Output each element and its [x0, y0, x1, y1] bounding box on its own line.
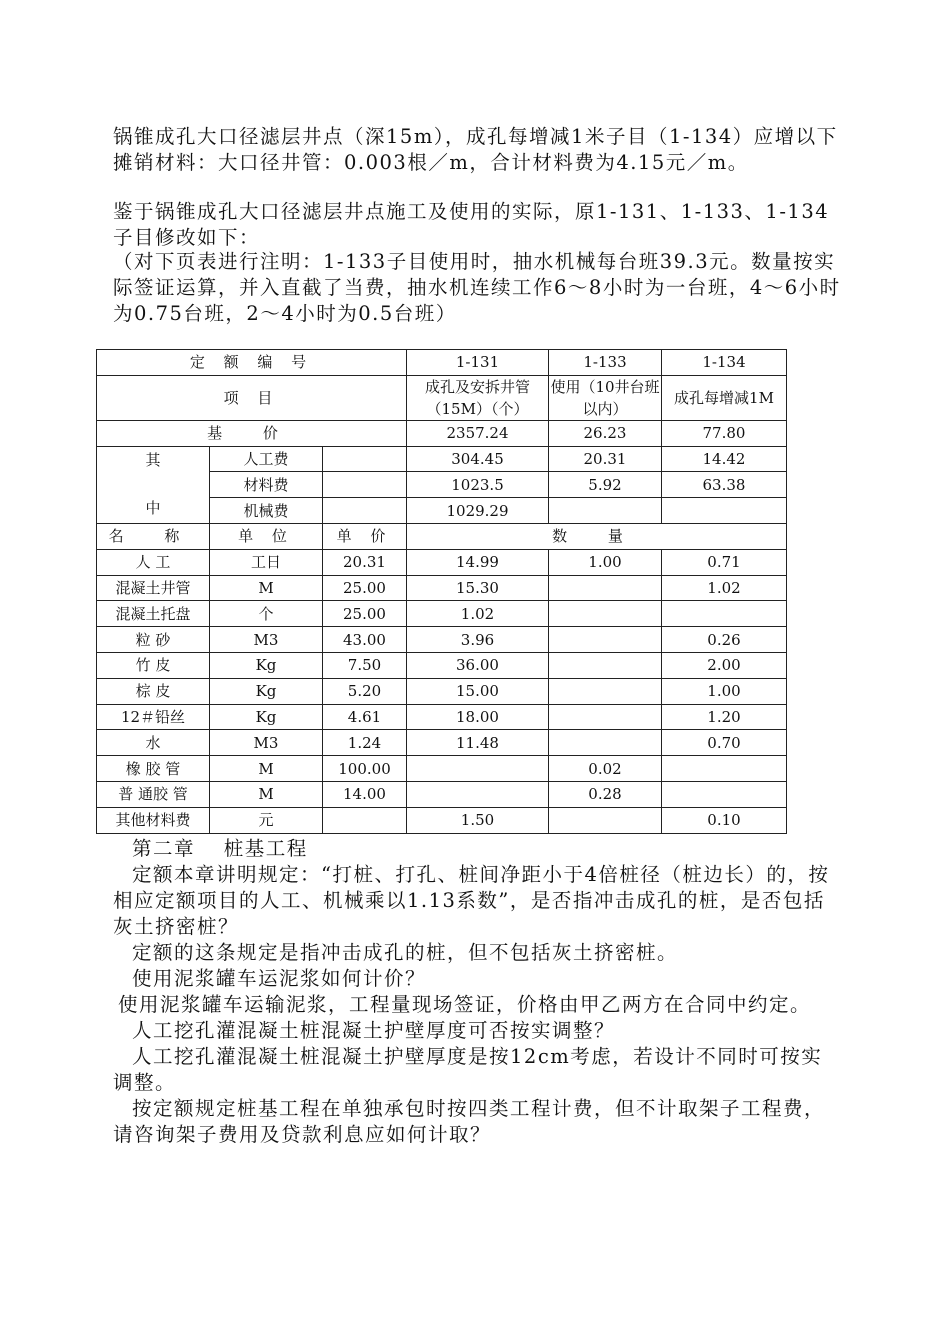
item-name-cell: 使用（10井台班以内） [549, 375, 662, 420]
paragraph: 定额本章讲明规定：“打桩、打孔、桩间净距小于4倍桩径（桩边长）的，按相应定额项目的人工、机械乘以1.13系数”，是否指冲击成孔的桩，是否包括灰土挤密桩？ [113, 863, 830, 938]
item-name-cell: 成孔及安拆井管（15M）（个） [407, 375, 549, 420]
header-price: 单 价 [323, 523, 407, 549]
cost-value: 5.92 [549, 472, 662, 498]
material-qty [407, 756, 549, 782]
cost-value [662, 498, 787, 524]
material-price: 43.00 [323, 627, 407, 653]
table-row [97, 420, 787, 446]
material-qty: 1.20 [662, 704, 787, 730]
material-qty: 0.26 [662, 627, 787, 653]
material-qty: 1.02 [407, 601, 549, 627]
among-top: 其 [145, 450, 161, 469]
material-qty: 14.99 [407, 549, 549, 575]
paragraph: 使用泥浆罐车运输泥浆，工程量现场签证，价格由甲乙两方在合同中约定。 [118, 993, 812, 1016]
material-name: 12＃铅丝 [97, 704, 210, 730]
material-unit: 个 [210, 601, 323, 627]
material-qty [662, 781, 787, 807]
table-row [97, 652, 787, 678]
material-name: 普 通胶 管 [97, 781, 210, 807]
table-row [97, 627, 787, 653]
material-unit: 工日 [210, 549, 323, 575]
cost-value: 1023.5 [407, 472, 549, 498]
base-price-cell: 26.23 [549, 420, 662, 446]
table-row [97, 781, 787, 807]
material-price: 7.50 [323, 652, 407, 678]
material-qty [407, 781, 549, 807]
material-qty: 18.00 [407, 704, 549, 730]
table-row [97, 756, 787, 782]
chapter-two-section [113, 836, 841, 1148]
material-unit: M3 [210, 730, 323, 756]
header-quantity: 数 量 [407, 523, 787, 549]
material-price: 1.24 [323, 730, 407, 756]
material-qty: 0.71 [662, 549, 787, 575]
table-row [97, 678, 787, 704]
cost-name: 材料费 [210, 472, 323, 498]
material-rows [97, 549, 787, 833]
material-qty: 15.00 [407, 678, 549, 704]
among-bottom: 中 [145, 498, 161, 517]
empty-cell [323, 446, 407, 472]
header-name: 名 称 [97, 523, 210, 549]
material-qty [549, 627, 662, 653]
material-qty [662, 756, 787, 782]
material-qty: 0.70 [662, 730, 787, 756]
code-cell: 1-131 [407, 350, 549, 376]
material-name: 水 [97, 730, 210, 756]
paragraph: 人工挖孔灌混凝土桩混凝土护壁厚度是按12cm考虑，若设计不同时可按实调整。 [113, 1045, 823, 1094]
item-label: 项 目 [97, 375, 407, 420]
material-qty [549, 575, 662, 601]
material-price: 25.00 [323, 601, 407, 627]
material-price: 25.00 [323, 575, 407, 601]
material-name: 竹 皮 [97, 652, 210, 678]
material-qty [549, 730, 662, 756]
intro-paragraph-3: （对下页表进行注明：1-133子目使用时，抽水机械每台班39.3元。数量按实际签证运算，并入直截了当费，抽水机连续工作6～8小时为一台班，4～6小时为0.75台班，2～4小时为0.5台班） [113, 250, 841, 325]
material-qty: 0.10 [662, 807, 787, 833]
cost-value: 63.38 [662, 472, 787, 498]
material-qty: 11.48 [407, 730, 549, 756]
base-price-label: 基 价 [97, 420, 407, 446]
spacer [97, 471, 209, 497]
code-cell: 1-134 [662, 350, 787, 376]
item-name-cell: 成孔每增减1M [662, 375, 787, 420]
material-price: 20.31 [323, 549, 407, 575]
material-qty: 1.00 [662, 678, 787, 704]
material-qty: 36.00 [407, 652, 549, 678]
intro-paragraph-1: 锅锥成孔大口径滤层井点（深15m），成孔每增减1米子目（1-134）应增以下摊销材料：大口径井管：0.003根／m，合计材料费为4.15元／m。 [113, 125, 838, 174]
paragraph: 使用泥浆罐车运泥浆如何计价？ [132, 967, 427, 990]
quota-table [96, 349, 787, 834]
material-qty: 1.50 [407, 807, 549, 833]
material-name: 人 工 [97, 549, 210, 575]
material-qty: 1.00 [549, 549, 662, 575]
cost-value: 304.45 [407, 446, 549, 472]
table-row [97, 601, 787, 627]
material-unit: Kg [210, 678, 323, 704]
material-name: 混凝土托盘 [97, 601, 210, 627]
material-qty [549, 807, 662, 833]
table-row [97, 549, 787, 575]
intro-paragraph-2: 鉴于锅锥成孔大口径滤层井点施工及使用的实际，原1-131、1-133、1-134子目修改如下： [113, 200, 830, 249]
material-qty: 0.02 [549, 756, 662, 782]
material-unit: 元 [210, 807, 323, 833]
material-name: 棕 皮 [97, 678, 210, 704]
material-qty: 0.28 [549, 781, 662, 807]
material-unit: M [210, 575, 323, 601]
empty-cell [323, 498, 407, 524]
material-name: 粒 砂 [97, 627, 210, 653]
cost-value: 20.31 [549, 446, 662, 472]
chapter-heading: 第二章 桩基工程 [132, 837, 308, 860]
paragraph: 按定额规定桩基工程在单独承包时按四类工程计费，但不计取架子工程费，请咨询架子费用及贷款利息应如何计取？ [113, 1097, 826, 1146]
cost-name: 机械费 [210, 498, 323, 524]
material-unit: M [210, 756, 323, 782]
material-unit: M3 [210, 627, 323, 653]
cost-value: 14.42 [662, 446, 787, 472]
table-row [97, 350, 787, 376]
material-unit: Kg [210, 652, 323, 678]
material-qty: 15.30 [407, 575, 549, 601]
code-cell: 1-133 [549, 350, 662, 376]
material-qty: 2.00 [662, 652, 787, 678]
material-unit: Kg [210, 704, 323, 730]
table-row [97, 704, 787, 730]
material-price: 100.00 [323, 756, 407, 782]
material-name: 其他材料费 [97, 807, 210, 833]
material-name: 混凝土井管 [97, 575, 210, 601]
material-qty [549, 704, 662, 730]
material-name: 橡 胶 管 [97, 756, 210, 782]
cost-value: 1029.29 [407, 498, 549, 524]
among-label [97, 446, 210, 523]
material-price: 14.00 [323, 781, 407, 807]
material-price: 5.20 [323, 678, 407, 704]
material-price: 4.61 [323, 704, 407, 730]
material-qty: 3.96 [407, 627, 549, 653]
header-unit: 单 位 [210, 523, 323, 549]
material-unit: M [210, 781, 323, 807]
paragraph: 人工挖孔灌混凝土桩混凝土护壁厚度可否按实调整？ [132, 1019, 616, 1042]
table-row [97, 523, 787, 549]
table-row [97, 730, 787, 756]
empty-cell [323, 472, 407, 498]
material-qty: 1.02 [662, 575, 787, 601]
table-row [97, 807, 787, 833]
base-price-cell: 2357.24 [407, 420, 549, 446]
cost-value [549, 498, 662, 524]
table-row [97, 375, 787, 420]
material-qty [549, 601, 662, 627]
table-row [97, 575, 787, 601]
paragraph: 定额的这条规定是指冲击成孔的桩，但不包括灰土挤密桩。 [132, 941, 679, 964]
material-qty [662, 601, 787, 627]
material-qty [549, 652, 662, 678]
material-price [323, 807, 407, 833]
code-label: 定 额 编 号 [97, 350, 407, 376]
table-row [97, 446, 787, 472]
base-price-cell: 77.80 [662, 420, 787, 446]
cost-name: 人工费 [210, 446, 323, 472]
material-qty [549, 678, 662, 704]
